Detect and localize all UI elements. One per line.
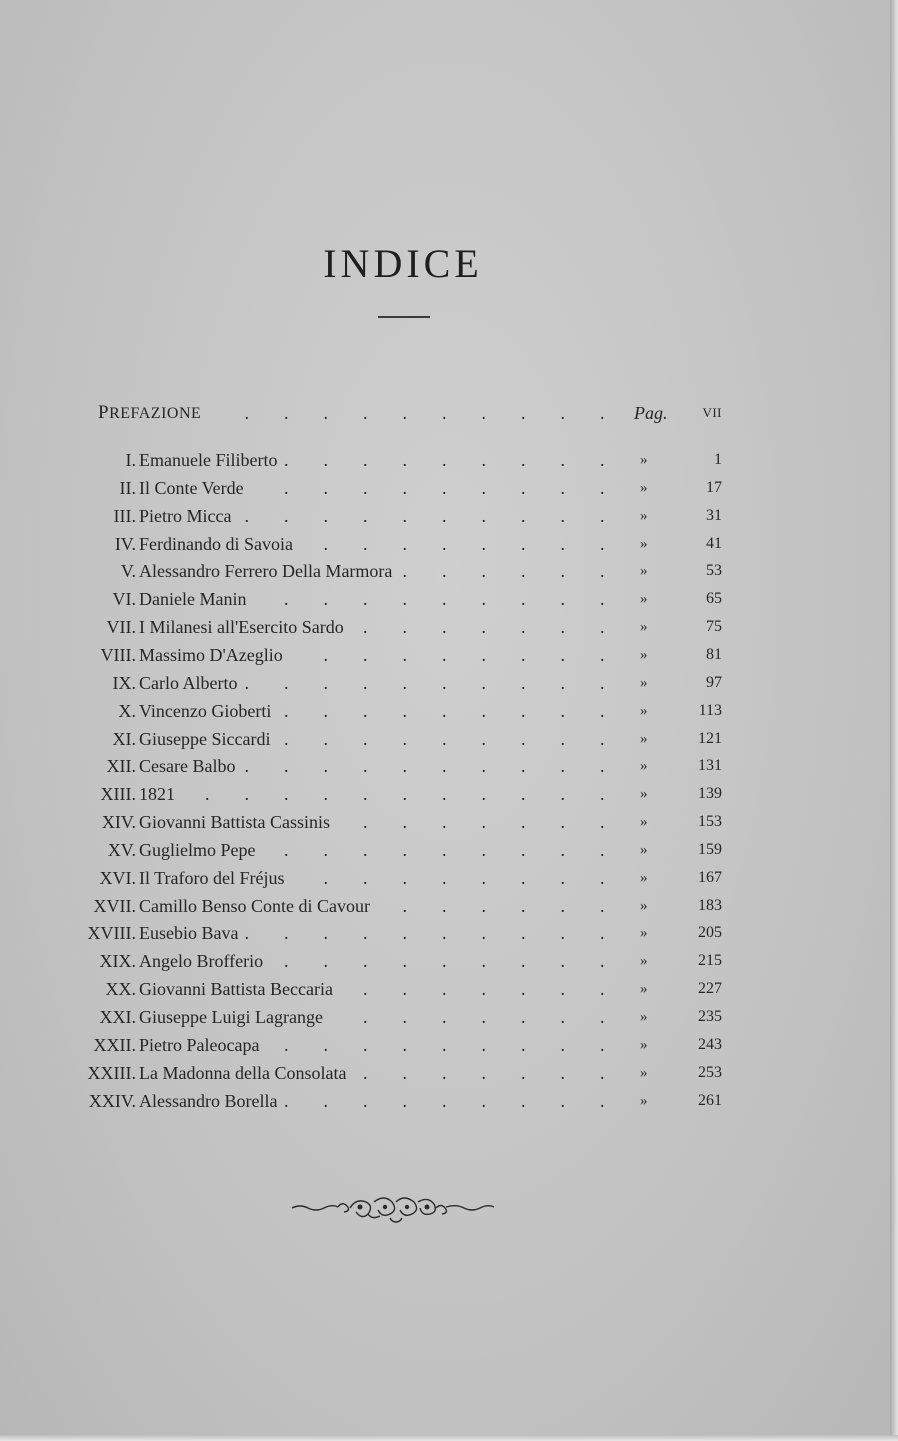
entry-ditto-mark: »	[640, 869, 648, 886]
entry-ditto-mark: »	[640, 730, 648, 747]
toc-entry: VII. I Milanesi all'Esercito Sardo . . . . . . . » 75	[0, 614, 898, 640]
entry-title: Pietro Paleocapa	[139, 1034, 260, 1055]
entry-title: Giuseppe Siccardi	[139, 728, 271, 749]
preface-pag-label: Pag.	[634, 403, 668, 423]
entry-number: XV.	[107, 839, 136, 860]
preface-label-rest: REFAZIONE	[109, 405, 202, 422]
entry-ditto-mark: »	[640, 1064, 648, 1081]
entry-ditto-mark: »	[640, 535, 648, 552]
entry-number: I.	[125, 450, 136, 470]
entry-ditto-mark: »	[640, 646, 648, 663]
entry-number: XVII.	[93, 895, 136, 916]
entry-ditto-mark: »	[640, 953, 648, 970]
entry-ditto-mark: »	[640, 563, 648, 580]
entry-title: Ferdinando di Savoia	[139, 533, 293, 554]
entry-ditto-mark: »	[640, 814, 648, 831]
entry-title: Massimo D'Azeglio	[139, 644, 283, 665]
entry-title: Eusebio Bava	[139, 923, 239, 944]
entry-title: Pietro Micca	[139, 505, 232, 526]
entry-page: 113	[698, 701, 722, 719]
entry-number: VIII.	[100, 644, 136, 665]
toc-entry: XV. Guglielmo Pepe . . . . . . . . . » 159	[0, 837, 898, 863]
entry-ditto-mark: »	[640, 925, 648, 942]
entry-ditto-mark: »	[640, 981, 648, 998]
entry-page: 235	[698, 1008, 722, 1025]
toc-entry: I. Emanuele Filiberto . . . . . . . . . » 1	[0, 447, 898, 473]
entry-number: XIV.	[101, 812, 136, 833]
entry-title: Vincenzo Gioberti	[139, 700, 272, 721]
entry-number: X.	[118, 700, 136, 721]
toc-entry: V. Alessandro Ferrero Della Marmora . . . . . . » 53	[0, 558, 898, 584]
entry-title: Giuseppe Luigi Lagrange	[139, 1007, 323, 1027]
entry-number: XIII.	[100, 784, 136, 805]
toc-entry: XIV. Giovanni Battista Cassinis . . . . . . . » 153	[0, 809, 898, 835]
entry-page: 1	[714, 451, 722, 468]
entry-ditto-mark: »	[640, 674, 648, 691]
entry-title: I Milanesi all'Esercito Sardo	[139, 617, 344, 638]
entry-ditto-mark: »	[640, 758, 648, 775]
entry-number: VI.	[112, 589, 136, 610]
entry-ditto-mark: »	[640, 1036, 648, 1053]
entry-number: XVI.	[99, 867, 136, 888]
entry-number: XIX.	[99, 951, 136, 972]
entry-page: 131	[698, 757, 722, 775]
entry-ditto-mark: »	[640, 702, 648, 719]
toc-entry: XX. Giovanni Battista Beccaria . . . . . . . » 227	[0, 976, 898, 1002]
toc-entry: XIII. 1821 . . . . . . . . . . . » 139	[0, 781, 898, 807]
toc-entry: IV. Ferdinando di Savoia . . . . . . . . » 41	[0, 531, 898, 557]
entry-number: V.	[120, 561, 136, 582]
toc-entry: VIII. Massimo D'Azeglio . . . . . . . . » 81	[0, 642, 898, 668]
entry-page: 153	[698, 813, 722, 831]
entry-ditto-mark: »	[640, 841, 648, 858]
toc-entry: XVI. Il Traforo del Fréjus . . . . . . . . » 167	[0, 865, 898, 891]
toc-entry: III. Pietro Micca . . . . . . . . . . » 31	[0, 503, 898, 529]
entry-page: 65	[706, 590, 722, 608]
entry-page: 183	[698, 896, 722, 914]
toc-entry: XXII. Pietro Paleocapa . . . . . . . . . » 243	[0, 1032, 898, 1058]
preface-label	[98, 400, 201, 427]
entry-page: 167	[698, 868, 722, 886]
entry-title: Il Traforo del Fréjus	[139, 867, 285, 888]
entry-page: 17	[706, 478, 722, 496]
toc-entry: XVII. Camillo Benso Conte di Cavour . . . . . . » 183	[0, 893, 898, 919]
toc-entry: XII. Cesare Balbo . . . . . . . . . . » 131	[0, 753, 898, 779]
entry-ditto-mark: »	[640, 1092, 648, 1109]
toc-entry: XI. Giuseppe Siccardi . . . . . . . . . » 121	[0, 726, 898, 752]
entry-title: La Madonna della Consolata	[139, 1062, 347, 1083]
entry-page: 227	[698, 980, 722, 998]
entry-title: Cesare Balbo	[139, 756, 236, 777]
entry-number: XXII.	[93, 1034, 136, 1055]
entry-ditto-mark: »	[640, 897, 648, 914]
entry-number: XXI.	[99, 1007, 136, 1027]
entry-title: Giovanni Battista Beccaria	[139, 979, 333, 1000]
entry-ditto-mark: »	[640, 452, 648, 468]
title-rule	[378, 316, 430, 318]
toc-entry: XXIV. Alessandro Borella . . . . . . . . . » 261	[0, 1088, 898, 1114]
entry-ditto-mark: »	[640, 619, 648, 636]
entry-ditto-mark: »	[640, 507, 648, 524]
entry-page: 205	[698, 924, 722, 942]
entry-page: 97	[706, 673, 722, 691]
entry-ditto-mark: »	[640, 591, 648, 608]
entry-page: 81	[706, 645, 722, 663]
entry-page: 261	[698, 1091, 722, 1109]
entry-number: XVIII.	[87, 923, 136, 944]
entry-page: 121	[698, 729, 722, 747]
entry-page: 75	[706, 618, 722, 636]
ornament-icon	[290, 1188, 496, 1224]
entry-ditto-mark: »	[640, 479, 648, 496]
entry-number: XI.	[112, 728, 136, 749]
toc-entry: IX. Carlo Alberto . . . . . . . . . . » 97	[0, 670, 898, 696]
entry-page: 253	[698, 1063, 722, 1081]
page-title: INDICE	[323, 241, 483, 286]
entry-number: IV.	[114, 533, 136, 554]
entry-page: 41	[706, 534, 722, 552]
entry-title: Camillo Benso Conte di Cavour	[139, 895, 370, 916]
entry-title: Angelo Brofferio	[139, 951, 264, 972]
entry-title: Carlo Alberto	[139, 672, 238, 693]
preface-row: PREFAZIONE . . . . . . . . . . Pag. VII	[0, 400, 898, 426]
preface-label-initial: P	[98, 402, 110, 423]
toc-entry: XXIII. La Madonna della Consolata . . . . . . . » 253	[0, 1060, 898, 1086]
entry-page: 215	[698, 952, 722, 970]
entry-title: Daniele Manin	[139, 589, 247, 610]
page-bottom-edge	[0, 1435, 898, 1441]
entry-number: XII.	[106, 756, 136, 777]
entry-title: Giovanni Battista Cassinis	[139, 812, 330, 833]
toc-entry: X. Vincenzo Gioberti . . . . . . . . . » 113	[0, 698, 898, 724]
entry-page: 139	[698, 785, 722, 803]
entry-ditto-mark: »	[640, 786, 648, 803]
entry-number: IX.	[112, 672, 136, 693]
toc-entry: II. Il Conte Verde . . . . . . . . . » 17	[0, 475, 898, 501]
entry-page: 243	[698, 1035, 722, 1053]
toc-entry: XXI. Giuseppe Luigi Lagrange . . . . . . . » 235	[0, 1004, 898, 1030]
entry-title: 1821	[139, 784, 175, 805]
entry-number: VII.	[106, 617, 136, 638]
entry-title: Alessandro Ferrero Della Marmora	[139, 561, 393, 582]
entry-page: 53	[706, 562, 722, 580]
entry-title: Il Conte Verde	[139, 477, 244, 498]
entry-page: 31	[706, 506, 722, 524]
entry-number: III.	[113, 505, 136, 526]
entry-title: Emanuele Filiberto	[139, 450, 278, 470]
entry-title: Guglielmo Pepe	[139, 839, 256, 860]
entry-number: XXIV.	[88, 1090, 136, 1111]
preface-page: VII	[702, 405, 722, 420]
entry-number: XXIII.	[87, 1062, 136, 1083]
entry-ditto-mark: »	[640, 1009, 648, 1025]
toc-entry: XIX. Angelo Brofferio . . . . . . . . . » 215	[0, 948, 898, 974]
entry-title: Alessandro Borella	[139, 1090, 278, 1111]
entry-number: II.	[119, 477, 136, 498]
toc-entry: XVIII. Eusebio Bava . . . . . . . . . . » 205	[0, 920, 898, 946]
entry-page: 159	[698, 840, 722, 858]
entry-number: XX.	[105, 979, 136, 1000]
toc-entry: VI. Daniele Manin . . . . . . . . . » 65	[0, 586, 898, 612]
